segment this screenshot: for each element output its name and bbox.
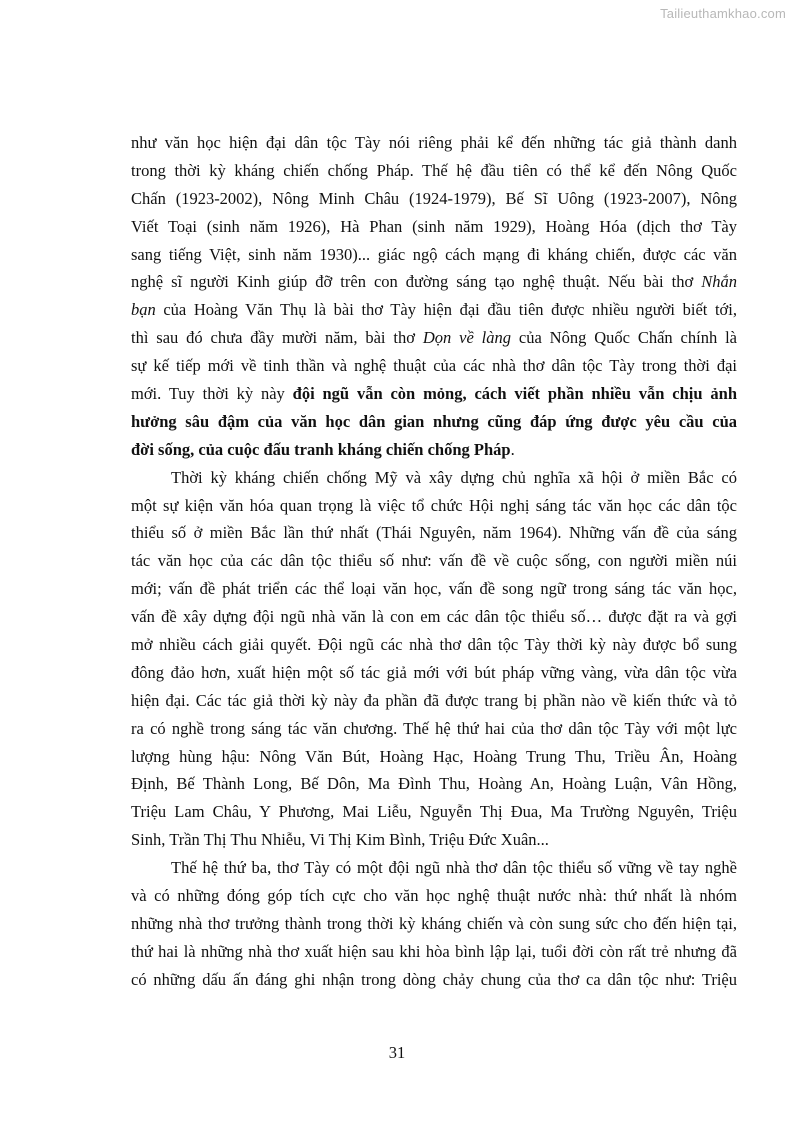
text-line: những nhà thơ trưởng thành trong thời kỳ kháng chiến và còn sung sức cho đến hiện tại,: [131, 913, 737, 933]
document-body: [131, 129, 737, 994]
text-line: Thời kỳ kháng chiến chống Mỹ và xây dựng chủ nghĩa xã hội ở miền Bắc có: [171, 467, 737, 487]
text-line: mới. Tuy thời kỳ này đội ngũ vẫn còn mỏng, cách viết phần nhiều vẫn chịu ảnh: [131, 384, 737, 404]
text-line: Triệu Lam Châu, Y Phương, Mai Liễu, Nguyễn Thị Đua, Ma Trường Nguyên, Triệu: [131, 802, 737, 822]
paragraph-2: [131, 464, 737, 854]
text-line: Thế hệ thứ ba, thơ Tày có một đội ngũ nhà thơ dân tộc thiểu số vững về tay nghề: [171, 858, 737, 878]
text-line: và có những đóng góp tích cực cho văn học nghệ thuật nước nhà: thứ nhất là nhóm: [131, 886, 737, 906]
text-line: mới; vấn đề phát triển các thể loại văn học, vấn đề song ngữ trong sáng tác văn học,: [131, 579, 737, 599]
poem-title-nhan-ban-cont: bạn: [131, 300, 156, 320]
text-line: thứ hai là những nhà thơ xuất hiện sau khi hòa bình lập lại, tuổi đời còn rất trẻ nhưng đã: [131, 941, 737, 961]
text-line: thiểu số ở miền Bắc lần thứ nhất (Thái Nguyên, năm 1964). Những vấn đề của sáng: [131, 523, 737, 543]
text-line: như văn học hiện đại dân tộc Tày nói riêng phải kể đến những tác giả thành danh: [131, 133, 737, 152]
text-line: nghệ sĩ người Kinh giúp đỡ trên con đường sáng tạo nghệ thuật. Nếu bài thơ Nhắn: [131, 272, 737, 292]
text-line: [131, 408, 737, 436]
text-line: một sự kiện văn hóa quan trọng là việc tổ chức Hội nghị sáng tác văn học các dân tộc: [131, 495, 737, 515]
text-line: Chấn (1923-2002), Nông Minh Châu (1924-1979), Bế Sĩ Uông (1923-2007), Nông: [131, 188, 737, 208]
text-line: đông đảo hơn, xuất hiện một số tác giả mới với bút pháp vững vàng, vừa dân tộc vừa: [131, 662, 737, 682]
bold-emphasis: đội ngũ vẫn còn mỏng, cách viết phần nhiều vẫn chịu ảnh: [292, 384, 737, 404]
text-line: Định, Bế Thành Long, Bế Dôn, Ma Đình Thu, Hoàng An, Hoàng Luận, Vân Hồng,: [131, 774, 737, 794]
text-line: ra có nghề trong sáng tác văn chương. Thế hệ thứ hai của thơ dân tộc Tày với một lực: [131, 718, 737, 738]
paragraph-3: [131, 854, 737, 993]
text-line: tác văn học của các dân tộc thiểu số như: vấn đề về cuộc sống, con người miền núi: [131, 551, 737, 571]
watermark: Tailieuthamkhao.com: [660, 6, 786, 21]
text-line: sự kế tiếp mới về tinh thần và nghệ thuật của các nhà thơ dân tộc Tày trong thời đại: [131, 356, 737, 376]
text-line: có những dấu ấn đáng ghi nhận trong dòng chảy chung của thơ ca dân tộc như: Triệu: [131, 969, 737, 989]
text-line: Sinh, Trần Thị Thu Nhiễu, Vi Thị Kim Bình, Triệu Đức Xuân...: [131, 830, 549, 850]
text-line: trong thời kỳ kháng chiến chống Pháp. Thế hệ đầu tiên có thể kể đến Nông Quốc: [131, 160, 737, 180]
text-line: mở nhiều cách giải quyết. Đội ngũ các nhà thơ dân tộc Tày thời kỳ này được bổ sung: [131, 635, 737, 655]
page-number: 31: [388, 1043, 406, 1062]
text-line: Viết Toại (sinh năm 1926), Hà Phan (sinh năm 1929), Hoàng Hóa (dịch thơ Tày: [131, 216, 737, 236]
bold-emphasis: hưởng sâu đậm của văn học dân gian nhưng cũng đáp ứng được yêu cầu của: [131, 411, 737, 431]
text-line: lượng hùng hậu: Nông Văn Bút, Hoàng Hạc, Hoàng Trung Thu, Triều Ân, Hoàng: [131, 746, 737, 766]
text-line: vấn đề xây dựng đội ngũ nhà văn là con em các dân tộc thiểu số… được đặt ra và gợi: [131, 607, 737, 627]
text-line: đời sống, của cuộc đấu tranh kháng chiến chống Pháp.: [131, 439, 515, 459]
text-line: bạn của Hoàng Văn Thụ là bài thơ Tày hiện đại đầu tiên được nhiều người biết tới,: [131, 300, 737, 320]
poem-title-don-ve-lang: Dọn về làng: [422, 328, 512, 348]
paragraph-1: [131, 129, 737, 464]
text-line: hiện đại. Các tác giả thời kỳ này đa phần đã được trang bị phần nào về kiến thức và tỏ: [131, 690, 737, 710]
text-line: thì sau đó chưa đầy mười năm, bài thơ Dọn về làng của Nông Quốc Chấn chính là: [131, 328, 737, 348]
bold-emphasis: đời sống, của cuộc đấu tranh kháng chiến chống Pháp: [131, 439, 511, 459]
poem-title-nhan-ban: Nhắn: [701, 272, 737, 292]
text-line: sang tiếng Việt, sinh năm 1930)... giác ngộ cách mạng đi kháng chiến, được các văn: [131, 244, 737, 264]
